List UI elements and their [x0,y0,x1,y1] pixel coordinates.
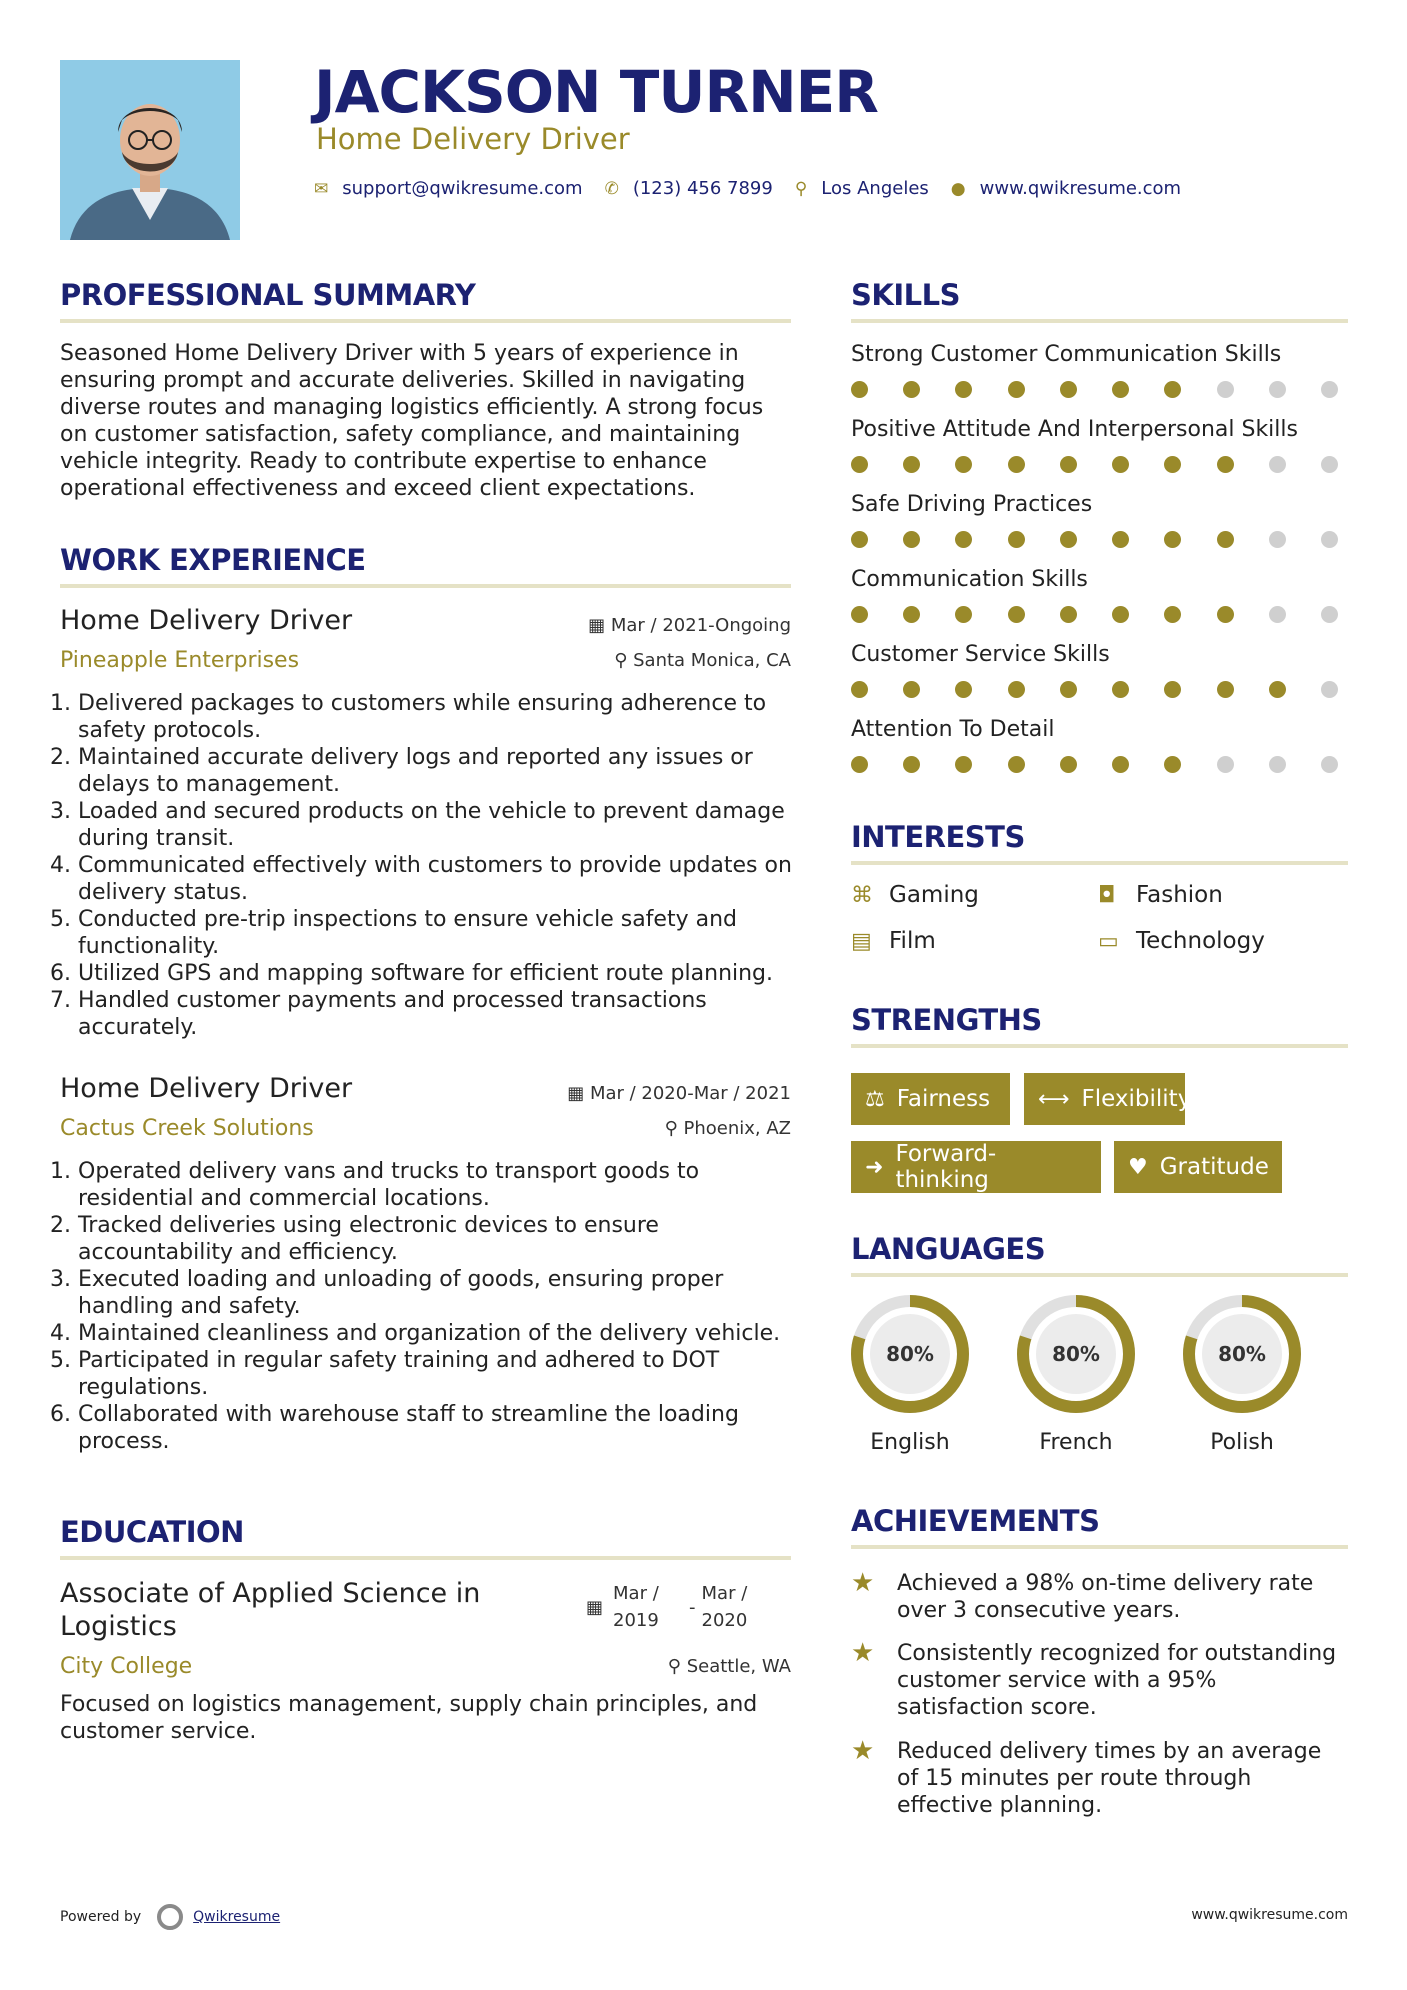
achievements-divider [851,1545,1348,1549]
job-2-company: Cactus Creek Solutions [60,1116,314,1141]
skill-name: Attention To Detail [851,717,1055,742]
skill-name: Communication Skills [851,567,1088,592]
education-date-from: Mar / 2019 [613,1583,659,1631]
laptop-icon: ▭ [1098,928,1119,954]
interest-film [851,928,936,954]
list-item: 2. Tracked deliveries using electronic devices to ensure accountability and efficiency. [78,1212,811,1266]
website-text[interactable]: www.qwikresume.com [979,178,1182,199]
rating-dot-filled [1164,756,1181,773]
rating-dot-empty [1321,456,1338,473]
education-location-text: Seattle, WA [686,1656,791,1677]
skill-rating [851,681,1338,698]
rating-dot-empty [1217,756,1234,773]
list-item: 6. Utilized GPS and mapping software for efficient route planning. [78,960,811,987]
film-icon: ▤ [851,928,872,954]
achievement-text: Consistently recognized for outstanding customer service with a 95% satisfaction score. [897,1641,1337,1720]
rating-dot-filled [851,606,868,623]
rating-dot-filled [903,756,920,773]
pin-icon: ⚲ [667,1656,681,1677]
education-title: EDUCATION [60,1515,244,1549]
interest-fashion [1098,882,1223,908]
skill-item [851,717,1348,792]
education-description: Focused on logistics management, supply chain principles, and customer service. [60,1692,758,1744]
list-item: 6. Collaborated with warehouse staff to streamline the loading process. [78,1401,811,1455]
achievements-title: ACHIEVEMENTS [851,1504,1100,1538]
star-icon: ★ [851,1638,875,1668]
achievement-text: Achieved a 98% on-time delivery rate over 3 consecutive years. [897,1571,1314,1623]
skill-rating [851,456,1338,473]
language-percent: 80% [1052,1342,1100,1366]
education-date [586,1580,772,1634]
job-2-date [567,1083,791,1104]
rating-dot-filled [955,531,972,548]
list-item: 3. Executed loading and unloading of goods, ensuring proper handling and safety. [78,1266,811,1320]
rating-dot-empty [1321,606,1338,623]
job-2-location [665,1118,791,1139]
rating-dot-filled [1112,681,1129,698]
skill-item [851,342,1348,417]
strengths-title: STRENGTHS [851,1003,1042,1037]
skill-name: Safe Driving Practices [851,492,1093,517]
achievement-item [851,1570,1348,1624]
rating-dot-filled [1112,456,1129,473]
calendar-icon: ▦ [586,1597,604,1618]
skill-item [851,417,1348,492]
language-ring [1014,1292,1138,1416]
rating-dot-empty [1269,756,1286,773]
interest-technology [1098,928,1265,954]
rating-dot-filled [1164,606,1181,623]
rating-dot-filled [1112,756,1129,773]
job-1-company: Pineapple Enterprises [60,648,300,673]
contact-location [795,178,929,199]
interests-divider [851,861,1348,865]
rating-dot-filled [903,606,920,623]
rating-dot-filled [1008,756,1025,773]
rating-dot-filled [1269,681,1286,698]
rating-dot-filled [1217,531,1234,548]
language-name: English [870,1430,950,1455]
achievement-text: Reduced delivery times by an average of 15 minutes per route through effective planning. [897,1739,1322,1818]
rating-dot-filled [1060,756,1077,773]
rating-dot-filled [1217,456,1234,473]
list-item: 5. Participated in regular safety training and adhered to DOT regulations. [78,1347,811,1401]
rating-dot-filled [1112,381,1129,398]
languages-list [848,1292,1304,1455]
contact-bar [314,178,1203,199]
rating-dot-filled [1217,606,1234,623]
rating-dot-filled [1164,681,1181,698]
rating-dot-empty [1217,381,1234,398]
skills-list [851,342,1348,792]
interest-label: Gaming [889,882,979,908]
phone-icon: ✆ [604,178,619,199]
skill-rating [851,381,1338,398]
language-name: French [1039,1430,1113,1455]
contact-email[interactable] [314,178,583,199]
rating-dot-filled [1164,381,1181,398]
list-item: 1. Operated delivery vans and trucks to transport goods to residential and commercial locations. [78,1158,811,1212]
contact-website[interactable] [951,178,1181,199]
list-item: 2. Maintained accurate delivery logs and reported any issues or delays to management. [78,744,811,798]
list-item: 3. Loaded and secured products on the vehicle to prevent damage during transit. [78,798,811,852]
language-item [1014,1292,1138,1455]
language-ring [848,1292,972,1416]
rating-dot-filled [1217,681,1234,698]
rating-dot-filled [903,681,920,698]
brand-link[interactable]: Qwikresume [193,1909,281,1925]
strength-gratitude [1114,1141,1282,1193]
rating-dot-empty [1269,381,1286,398]
language-item [848,1292,972,1455]
rating-dot-empty [1321,531,1338,548]
rating-dot-filled [955,456,972,473]
rating-dot-filled [1060,381,1077,398]
arrow-right-icon: ➜ [865,1154,884,1180]
rating-dot-filled [851,531,868,548]
calendar-icon: ▦ [567,1083,585,1104]
skill-name: Customer Service Skills [851,642,1110,667]
achievement-item [851,1738,1348,1819]
language-item [1180,1292,1304,1455]
location-text: Los Angeles [821,178,929,199]
candidate-name: JACKSON TURNER [314,58,878,126]
gamepad-icon: ⌘ [851,882,873,908]
map-pin-icon: ⚲ [794,178,808,199]
skill-item [851,642,1348,717]
skill-rating [851,531,1338,548]
summary-text: Seasoned Home Delivery Driver with 5 years of experience in ensuring prompt and accurate deliveries. Skilled in navigating diverse routes and managing logistics efficiently. A strong focus on customer satisfaction, safety compliance, and maintaining vehicle integrity. Ready to contribute expertise to enhance operational effectiveness and exceed client expectations. [60,341,764,501]
rating-dot-filled [1008,606,1025,623]
skills-divider [851,319,1348,323]
rating-dot-filled [1008,381,1025,398]
education-divider [60,1556,791,1560]
job-2-location-text: Phoenix, AZ [683,1118,791,1139]
star-icon: ★ [851,1568,875,1598]
experience-divider [60,584,791,588]
education-location [668,1656,791,1677]
rating-dot-filled [955,381,972,398]
rating-dot-filled [851,756,868,773]
bag-icon: ◘ [1098,882,1116,908]
education-degree: Associate of Applied Science in Logistics [60,1578,481,1642]
strength-label: Fairness [896,1086,991,1112]
footer-website[interactable]: www.qwikresume.com [1191,1907,1348,1923]
languages-divider [851,1273,1348,1277]
envelope-icon: ✉ [314,178,329,199]
language-percent: 80% [1218,1342,1266,1366]
strength-label: Flexibility [1081,1086,1192,1112]
rating-dot-filled [1164,456,1181,473]
email-text[interactable]: support@qwikresume.com [342,178,583,199]
language-name: Polish [1210,1430,1274,1455]
skills-title: SKILLS [851,278,960,312]
rating-dot-filled [1112,606,1129,623]
summary-divider [60,319,791,323]
balance-scale-icon: ⚖ [865,1086,885,1112]
skill-rating [851,756,1338,773]
rating-dot-filled [903,456,920,473]
list-item: 7. Handled customer payments and processed transactions accurately. [78,987,811,1041]
pin-icon: ⚲ [664,1118,678,1139]
qwikresume-logo-icon [157,1904,183,1930]
rating-dot-filled [1164,531,1181,548]
rating-dot-filled [955,756,972,773]
rating-dot-filled [955,606,972,623]
education-date-to: Mar / 2020 [701,1583,748,1631]
summary-title: PROFESSIONAL SUMMARY [60,278,476,312]
rating-dot-empty [1269,606,1286,623]
heart-icon: ♥ [1128,1154,1148,1180]
strength-flexibility [1024,1073,1192,1125]
job-1-location-text: Santa Monica, CA [633,650,791,671]
rating-dot-empty [1321,756,1338,773]
rating-dot-empty [1321,681,1338,698]
rating-dot-filled [851,456,868,473]
globe-icon: ● [950,178,966,199]
rating-dot-filled [851,381,868,398]
rating-dot-empty [1269,531,1286,548]
rating-dot-filled [1060,681,1077,698]
contact-phone[interactable] [605,178,773,199]
job-2-duties [60,1158,811,1455]
skill-item [851,567,1348,642]
language-ring [1180,1292,1304,1416]
powered-by-text: Powered by [60,1909,142,1925]
arrows-horizontal-icon: ⟷ [1038,1086,1070,1112]
skill-name: Positive Attitude And Interpersonal Skills [851,417,1298,442]
job-2-title: Home Delivery Driver [60,1073,353,1104]
rating-dot-filled [955,681,972,698]
job-1-date-text: Mar / 2021-Ongoing [610,615,791,636]
strength-fairness [851,1073,1010,1125]
list-item: 1. Delivered packages to customers while ensuring adherence to safety protocols. [78,690,811,744]
rating-dot-filled [1008,681,1025,698]
skill-rating [851,606,1338,623]
rating-dot-empty [1321,381,1338,398]
candidate-role: Home Delivery Driver [316,122,630,156]
rating-dot-filled [1008,456,1025,473]
strength-label: Forward-thinking [895,1141,997,1193]
date-separator: - [689,1597,696,1618]
languages-title: LANGUAGES [851,1232,1046,1266]
job-2-date-text: Mar / 2020-Mar / 2021 [589,1083,791,1104]
footer-powered-by [60,1904,280,1930]
phone-text[interactable]: (123) 456 7899 [632,178,773,199]
skill-item [851,492,1348,567]
interest-label: Technology [1136,928,1265,954]
rating-dot-empty [1269,456,1286,473]
education-school: City College [60,1654,193,1679]
rating-dot-filled [1060,531,1077,548]
achievement-item [851,1640,1348,1721]
list-item: 5. Conducted pre-trip inspections to ensure vehicle safety and functionality. [78,906,811,960]
job-1-location [614,650,791,671]
experience-title: WORK EXPERIENCE [60,543,366,577]
star-icon: ★ [851,1736,875,1766]
calendar-icon: ▦ [588,615,606,636]
rating-dot-filled [1060,606,1077,623]
rating-dot-filled [1008,531,1025,548]
rating-dot-filled [903,381,920,398]
interest-gaming [851,882,979,908]
rating-dot-filled [1060,456,1077,473]
language-percent: 80% [886,1342,934,1366]
list-item: 4. Maintained cleanliness and organization of the delivery vehicle. [78,1320,811,1347]
skill-name: Strong Customer Communication Skills [851,342,1282,367]
strengths-divider [851,1044,1348,1048]
strength-label: Gratitude [1159,1154,1269,1180]
rating-dot-filled [1112,531,1129,548]
rating-dot-filled [903,531,920,548]
pin-icon: ⚲ [614,650,628,671]
profile-photo [60,60,240,240]
interest-label: Fashion [1136,882,1223,908]
strength-forward-thinking [851,1141,1101,1193]
rating-dot-filled [851,681,868,698]
interest-label: Film [889,928,936,954]
job-1-date [588,615,791,636]
interests-title: INTERESTS [851,820,1025,854]
job-1-duties [60,690,811,1041]
list-item: 4. Communicated effectively with customers to provide updates on delivery status. [78,852,811,906]
job-1-title: Home Delivery Driver [60,605,353,636]
